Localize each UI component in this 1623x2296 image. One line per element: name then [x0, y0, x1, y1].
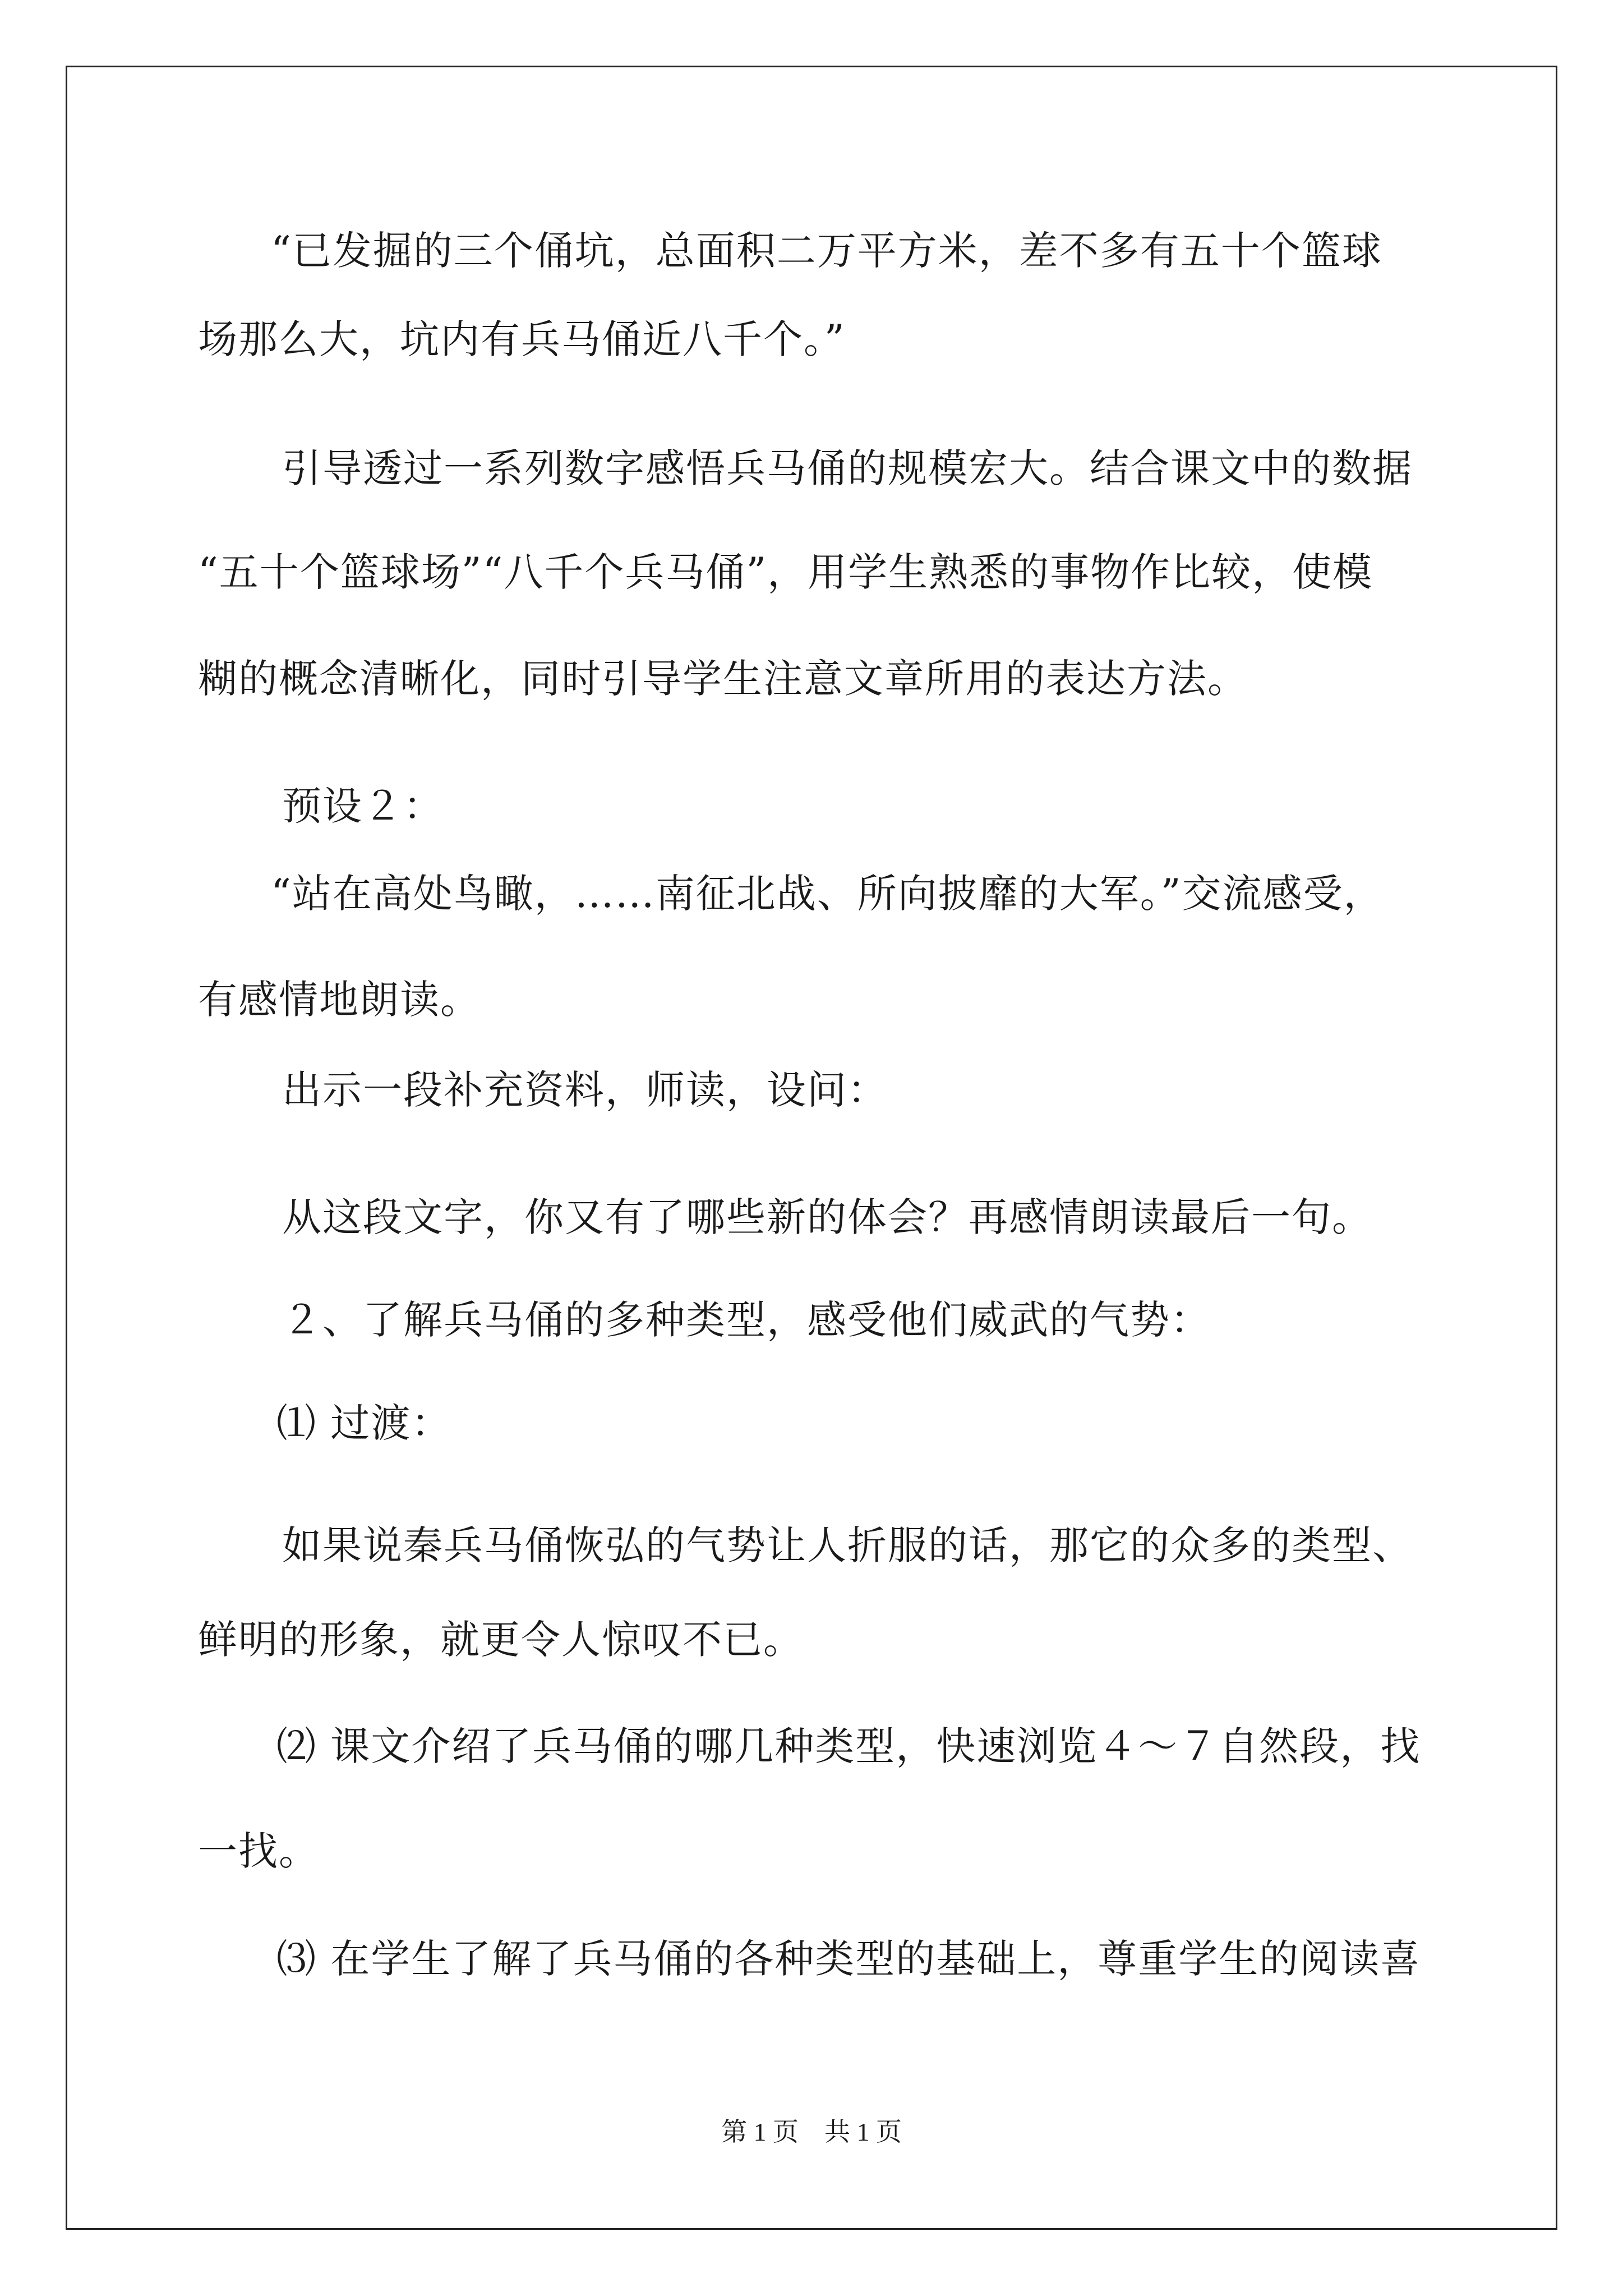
text-line: 如果说秦兵马俑恢弘的气势让人折服的话，那它的众多的类型、: [282, 1522, 1413, 1568]
text-line: 出示一段补充资料，师读，设问：: [282, 1067, 888, 1113]
text-line: 鲜明的形象，就更令人惊叹不已。: [198, 1617, 804, 1663]
page-border: [66, 66, 1557, 2230]
text-line: “已发掘的三个俑坑，总面积二万平方米，差不多有五十个篮球: [271, 228, 1382, 274]
text-line: ⑶ 在学生了解了兵马俑的各种类型的基础上，尊重学生的阅读喜: [276, 1936, 1421, 1982]
text-line: 预设２：: [282, 783, 444, 829]
page-number: 第 1 页 共 1 页: [721, 2118, 902, 2146]
text-line: ⑴ 过渡：: [276, 1400, 452, 1446]
text-line: ⑵ 课文介绍了兵马俑的哪几种类型，快速浏览４～７自然段，找: [276, 1723, 1421, 1769]
text-line: 一找。: [198, 1828, 319, 1874]
text-line: 有感情地朗读。: [198, 977, 481, 1023]
text-line: ２、了解兵马俑的多种类型，感受他们威武的气势：: [282, 1297, 1211, 1343]
text-line: 场那么大，坑内有兵马俑近八千个。”: [198, 316, 846, 362]
text-line: “五十个篮球场”“八千个兵马俑”，用学生熟悉的事物作比较，使模: [198, 549, 1373, 595]
text-line: 糊的概念清晰化，同时引导学生注意文章所用的表达方法。: [198, 656, 1248, 702]
text-line: “站在高处鸟瞰，……南征北战、所向披靡的大军。”交流感受，: [271, 871, 1384, 917]
text-line: 引导透过一系列数字感悟兵马俑的规模宏大。结合课文中的数据: [282, 445, 1413, 491]
text-line: 从这段文字，你又有了哪些新的体会？再感情朗读最后一句。: [282, 1194, 1372, 1240]
